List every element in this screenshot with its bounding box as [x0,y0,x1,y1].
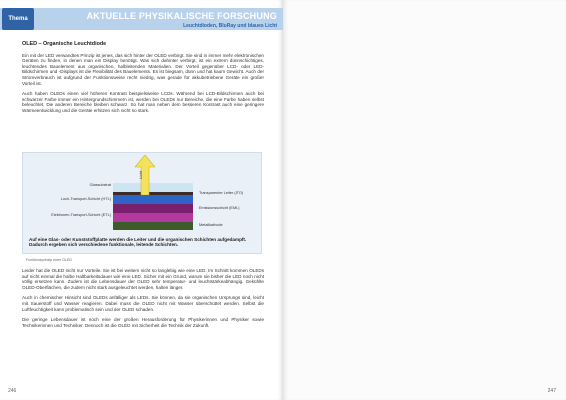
page-number-right: 247 [547,388,556,394]
section-heading: OLED – Organische Leuchtdiode [22,41,107,47]
text-block-1 [22,42,264,119]
text-block-2 [22,268,264,333]
paragraph: Auch haben OLEDs einen viel höheren Kontrast beispielsweise LCDs. Während bei LCD-Bildschirmen auch bei schwarzer Farbe immer ein Hintergrundschimmern ist, werden bei OLEDs nur Bereiche, die eine Farbe haben selbst beleuchtet. Die anderen Bereiche bleiben schwarz. So hat man neben dem besseren Kontrast auch eine geringere Wärmeentwicklung und die Geräte erhitzen sich nicht so stark. [22,91,264,113]
layer-htl [113,195,193,204]
figure-description: Auf eine Glas- oder Kunststoffplatte werden die Leiter und die organischen Schichten aufgedampft. Dadurch ergeben sich verschiedene funktionale, leitende Schichten. [29,237,247,248]
light-label: Licht [138,171,143,179]
paragraph: Ein mit der LED verwandtes Prinzip ist jenes, das sich hinter der OLED verbirgt. Sie sind in immer mehr elektronischen Geräten zu finden, in denen man ein Display benötigt. Was sich dahinter verbirgt, ist ein extrem dünnschichtiges, leuchtendes Bauelement aus organischen, halbleitenden Materialien. Der Vorteil gegenüber LCD- oder LED-Bildschirmen und -Displays ist die Flexibilität des Bauelements. Es ist biegsam, dünn und hat kaum Gewicht. Auch der Stromverbrauch ist aufgrund der Funktionsweise recht niedrig, was gerade für akkubetriebene Geräte ein großer Vorteil ist. [22,52,264,86]
paragraph: Leider hat die OLED nicht nur Vorteile. Sie ist bei weitem nicht so langlebig wie eine LED. Im Schnitt kommen OLEDs auf nicht einmal die halbe Haltbarkeitsdauer wie eine LED. Sicher mit ein Grund, warum sie bisher die LED noch nicht völlig ersetzen kann. Zudem ist die Lebensdauer der OLED sehr temperatur- und leuchtstärkeabhängig. Gekühlte OLED-Oberflächen, die zudem nicht stark ausgeleuchtet werden, halten länger. [22,268,264,290]
paragraph: Die geringe Lebensdauer ist noch eine der großen Herausforderung für Physikerinnen und Physiker sowie Technikerinnen und Techniker. Dennoch ist die OLED mit Sicherheit die Technik der Zukunft. [22,317,264,328]
section-tab: Thema [2,8,34,30]
label-eml: Emissionsschicht (EML) [199,206,240,210]
label-etl: Elektronen-Transport-Schicht (ETL) [51,213,111,217]
label-glass: Glassubstrat [89,183,111,187]
chapter-title: AKTUELLE PHYSIKALISCHE FORSCHUNG [86,11,277,21]
chapter-subtitle: Leuchtdioden, BluRay und blaues Licht [183,23,277,29]
label-ito: Transparenter Leiter (ITO) [199,191,244,195]
layer-eml [113,204,193,213]
label-metal: Metallkathode [199,223,223,227]
oled-diagram [22,152,262,254]
right-page [283,0,566,400]
layer-etl [113,213,193,222]
label-htl: Loch-Transport-Schicht (HTL) [60,197,111,201]
paragraph: Auch in chemischer Hinsicht sind OLEDs anfälliger als LEDs. Sie können, da sie organischen Ursprungs sind, leicht mit Sauerstoff und Wasser reagieren. Dabei muss die OLED nicht mit Wasser überschüttet werden. Selbst die Luftfeuchtigkeit kann problematisch sein und der OLED schaden. [22,295,264,312]
layer-metal [113,222,193,230]
page-number-left: 246 [8,388,17,394]
figure-caption: Funktionsprinzip einer OLED [26,258,72,262]
